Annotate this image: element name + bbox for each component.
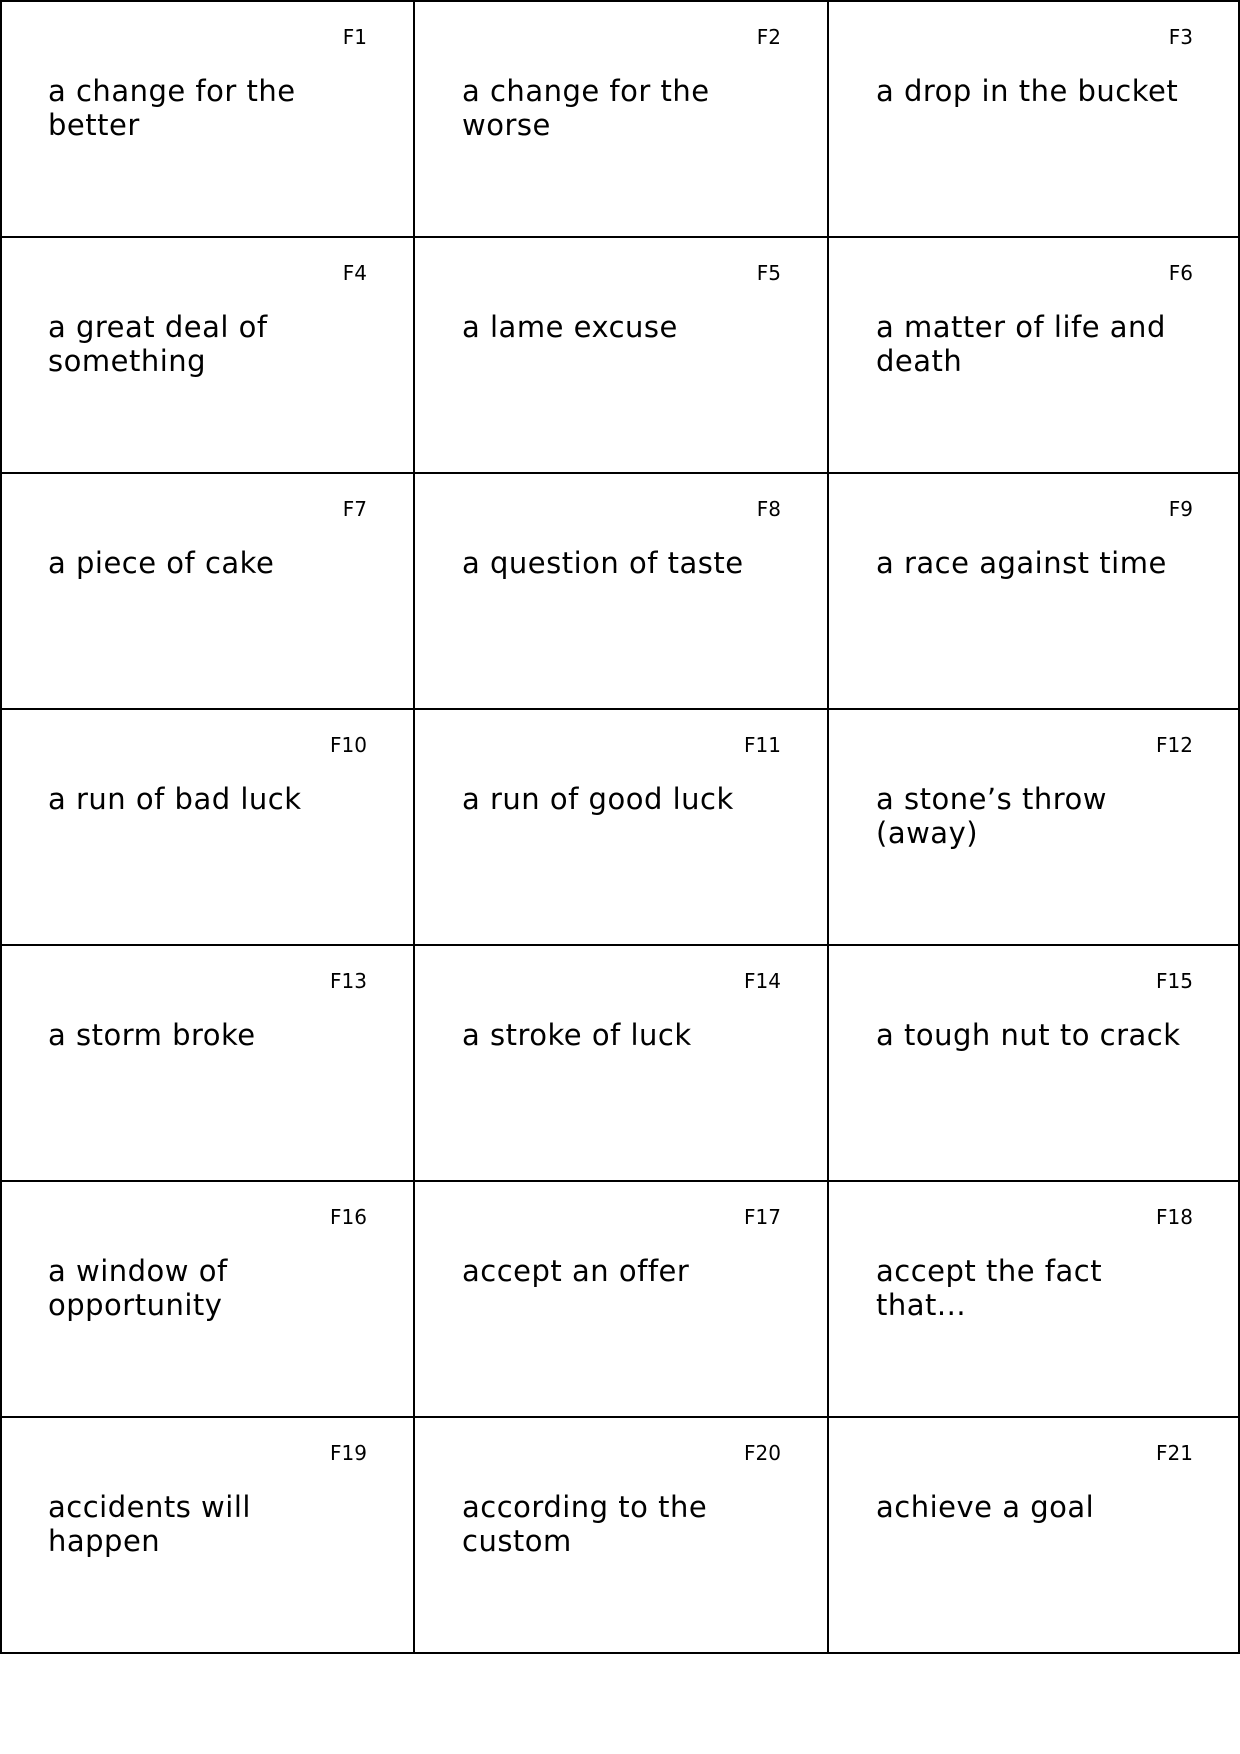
flashcard: [0, 0, 414, 236]
flashcard: [828, 236, 1240, 472]
grid-line-vertical: [827, 0, 829, 1654]
grid-line-vertical: [0, 0, 2, 1654]
card-phrase: achieve a goal: [876, 1490, 1095, 1524]
card-phrase: a storm broke: [48, 1018, 256, 1052]
card-code: F11: [744, 733, 781, 757]
grid-line-horizontal: [0, 0, 1240, 2]
flashcard: [0, 236, 414, 472]
card-code: F17: [744, 1205, 781, 1229]
grid-line-horizontal: [0, 472, 1240, 474]
card-code: F12: [1156, 733, 1193, 757]
flashcard: [0, 1180, 414, 1416]
card-code: F6: [1168, 261, 1193, 285]
card-code: F2: [756, 25, 781, 49]
card-code: F21: [1156, 1441, 1193, 1465]
card-phrase: a stroke of luck: [462, 1018, 692, 1052]
grid-line-horizontal: [0, 1416, 1240, 1418]
flashcard: [828, 944, 1240, 1180]
card-code: F5: [756, 261, 781, 285]
card-code: F10: [330, 733, 367, 757]
card-phrase: a matter of life and death: [876, 310, 1166, 378]
card-phrase: according to the custom: [462, 1490, 708, 1558]
flashcard: [414, 1416, 828, 1652]
card-code: F15: [1156, 969, 1193, 993]
grid-line-horizontal: [0, 1652, 1240, 1654]
grid-line-vertical: [413, 0, 415, 1654]
card-code: F13: [330, 969, 367, 993]
card-code: F14: [744, 969, 781, 993]
flashcard: [0, 1416, 414, 1652]
card-code: F18: [1156, 1205, 1193, 1229]
flashcard: [828, 0, 1240, 236]
card-code: F19: [330, 1441, 367, 1465]
grid-line-horizontal: [0, 708, 1240, 710]
card-code: F9: [1168, 497, 1193, 521]
card-phrase: accidents will happen: [48, 1490, 251, 1558]
flashcard: [828, 472, 1240, 708]
grid-line-horizontal: [0, 1180, 1240, 1182]
card-phrase: a run of bad luck: [48, 782, 302, 816]
card-phrase: a great deal of something: [48, 310, 268, 378]
flashcard: [0, 472, 414, 708]
card-code: F4: [342, 261, 367, 285]
flashcard: [828, 1416, 1240, 1652]
card-phrase: a change for the better: [48, 74, 296, 142]
card-code: F7: [342, 497, 367, 521]
flashcard: [828, 708, 1240, 944]
card-phrase: a change for the worse: [462, 74, 710, 142]
flashcard: [414, 0, 828, 236]
card-phrase: a question of taste: [462, 546, 744, 580]
flashcard: [414, 472, 828, 708]
flashcard: [414, 236, 828, 472]
flashcard: [0, 708, 414, 944]
card-phrase: a window of opportunity: [48, 1254, 228, 1322]
flashcard: [414, 1180, 828, 1416]
card-phrase: accept an offer: [462, 1254, 690, 1288]
flashcard: [414, 708, 828, 944]
card-phrase: a drop in the bucket: [876, 74, 1179, 108]
card-phrase: a tough nut to crack: [876, 1018, 1181, 1052]
card-phrase: a race against time: [876, 546, 1167, 580]
card-phrase: a run of good luck: [462, 782, 734, 816]
card-phrase: accept the fact that...: [876, 1254, 1103, 1322]
flashcard: [0, 944, 414, 1180]
card-phrase: a stone’s throw (away): [876, 782, 1107, 850]
flashcard: [414, 944, 828, 1180]
card-code: F8: [756, 497, 781, 521]
card-code: F3: [1168, 25, 1193, 49]
card-code: F20: [744, 1441, 781, 1465]
grid-line-horizontal: [0, 236, 1240, 238]
card-code: F1: [342, 25, 367, 49]
flashcard: [828, 1180, 1240, 1416]
card-code: F16: [330, 1205, 367, 1229]
card-phrase: a lame excuse: [462, 310, 678, 344]
card-phrase: a piece of cake: [48, 546, 275, 580]
grid-line-horizontal: [0, 944, 1240, 946]
